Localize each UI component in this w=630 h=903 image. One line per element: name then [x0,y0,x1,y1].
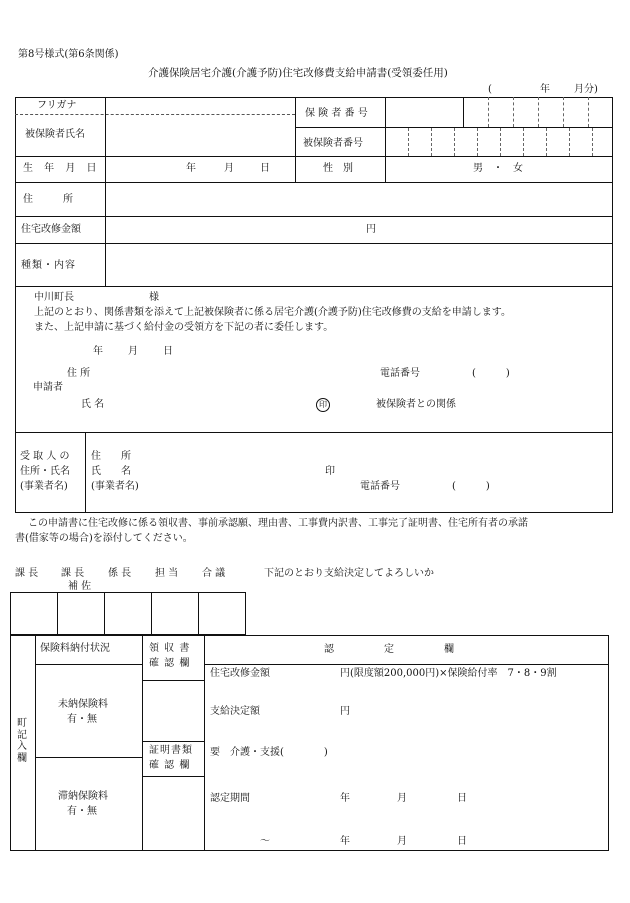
insured-name-field[interactable] [105,114,295,156]
insured-number-label: 被保険者番号 [303,138,363,149]
insured-name-label: 被保険者氏名 [25,129,85,140]
address-row [15,183,613,216]
applicant-phone-label: 電話番号 [380,368,420,379]
addressee-honorific: 様 [149,292,159,303]
town-section [10,635,609,851]
insured-number-field[interactable] [386,128,613,156]
recipient-address-label: 住 所 [91,451,131,462]
period-tilde: ～ [260,836,270,847]
period-end-year: 年 [340,836,350,847]
period-open: ( [488,84,492,95]
overdue-premium-choice[interactable]: 有・無 [67,806,97,817]
birth-month-label: 月 [224,163,234,174]
birth-date-field[interactable] [106,157,295,182]
cert-limit-text: 円(限度額200,000円)×保険給付率 7・8・9割 [340,668,557,679]
cert-period-label: 認定期間 [210,793,250,804]
insurer-number-label: 保 険 者 番 号 [305,108,368,119]
furigana-field[interactable] [105,97,295,114]
unpaid-premium-choice[interactable]: 有・無 [67,714,97,725]
birth-row [15,157,613,182]
cert-renovation-amount-label: 住宅改修金額 [210,668,270,679]
form-title: 介護保険居宅介護(介護予防)住宅改修費支給申請書(受領委任用) [148,67,448,79]
gender-choice[interactable]: 男 ・ 女 [473,163,523,174]
period-start-day: 日 [457,793,467,804]
address-label: 住 所 [23,194,73,205]
renovation-amount-row [15,217,613,243]
recipient-business-label: (事業者名) [91,481,139,492]
address-field[interactable] [106,183,613,216]
care-level-label: 要 介護・支援( ) [210,747,328,758]
type-content-row [15,244,613,286]
period-start-year: 年 [340,793,350,804]
cert-check-box[interactable] [142,777,204,850]
cert-check-label-1: 証明書類 [149,745,193,756]
declaration-line-2: また、上記申請に基づく給付金の受領方を下記の者に委任します。 [34,322,334,333]
seal-circle-icon: 印 [316,398,330,412]
recipient-phone-parens: ( ) [452,481,490,492]
recipient-label-2: 住所・氏名 [20,466,70,477]
applicant-label: 申請者 [33,382,63,393]
note-line-2: 書(借家等の場合)を添付してください。 [15,533,193,544]
receipt-check-box[interactable] [142,681,204,741]
note-line-1: この申請書に住宅改修に係る領収書、事前承認願、理由書、工事費内訳書、工事完了証明書、住宅所有者の承諾 [28,518,528,529]
period-end-day: 日 [457,836,467,847]
period-month: 月分) [574,84,598,95]
addressee: 中川町長 [34,292,74,303]
declaration-block [15,287,613,432]
recipient-name-label: 氏 名 [91,466,131,477]
birth-date-label: 生 年 月 日 [23,163,101,174]
form-number: 第8号様式(第6条関係) [18,49,119,60]
recipient-block [15,433,613,512]
relation-label: 被保険者との関係 [376,399,456,410]
recipient-seal: 印 [325,466,335,477]
applicant-phone-parens: ( ) [472,368,510,379]
type-content-field[interactable] [106,244,613,286]
role-tanto: 担 当 [155,568,179,579]
role-kakaricho: 係 長 [108,568,132,579]
period-year: 年 [540,84,550,95]
period-end-month: 月 [397,836,407,847]
renovation-amount-label: 住宅改修金額 [21,224,81,235]
furigana-label: フリガナ [37,100,77,111]
cert-check-label-2: 確 認 欄 [149,760,191,771]
recipient-label-1: 受 取 人 の [20,451,70,462]
type-content-label: 種類・内容 [21,260,76,271]
declaration-year: 年 [93,346,103,357]
certification-header: 認 定 欄 [324,644,454,655]
gender-label: 性 別 [323,163,353,174]
receipt-check-label-1: 領 収 書 [149,643,191,654]
insurer-number-field[interactable] [386,97,613,127]
renovation-amount-field[interactable] [106,217,613,243]
decision-text: 下記のとおり支給決定してよろしいか [264,568,434,579]
overdue-premium-title: 滞納保険料 [58,791,108,802]
declaration-month: 月 [128,346,138,357]
name-block [15,97,613,156]
recipient-phone-label: 電話番号 [360,481,400,492]
period-start-month: 月 [397,793,407,804]
role-gogi: 合 議 [202,568,226,579]
decided-amount-label: 支給決定額 [210,706,260,717]
approval-stamp-boxes [10,592,246,635]
applicant-address-label: 住 所 [67,368,91,379]
receipt-check-label-2: 確 認 欄 [149,658,191,669]
premium-status-label: 保険料納付状況 [40,643,110,654]
unpaid-premium-title: 未納保険料 [58,699,108,710]
role-sub-hosa: 補 佐 [68,581,92,592]
decided-amount-yen: 円 [340,706,350,717]
role-kacho-hosa: 課 長 [61,568,85,579]
role-kacho: 課 長 [15,568,39,579]
birth-day-label: 日 [260,163,270,174]
declaration-day: 日 [163,346,173,357]
town-side-label: 町記入欄 [17,718,27,764]
applicant-name-label: 氏 名 [81,399,105,410]
yen-unit: 円 [366,224,376,235]
declaration-line-1: 上記のとおり、関係書類を添えて上記被保険者に係る居宅介護(介護予防)住宅改修費の支給を申請します。 [34,307,512,318]
birth-year-label: 年 [186,163,196,174]
recipient-label-3: (事業者名) [20,481,68,492]
